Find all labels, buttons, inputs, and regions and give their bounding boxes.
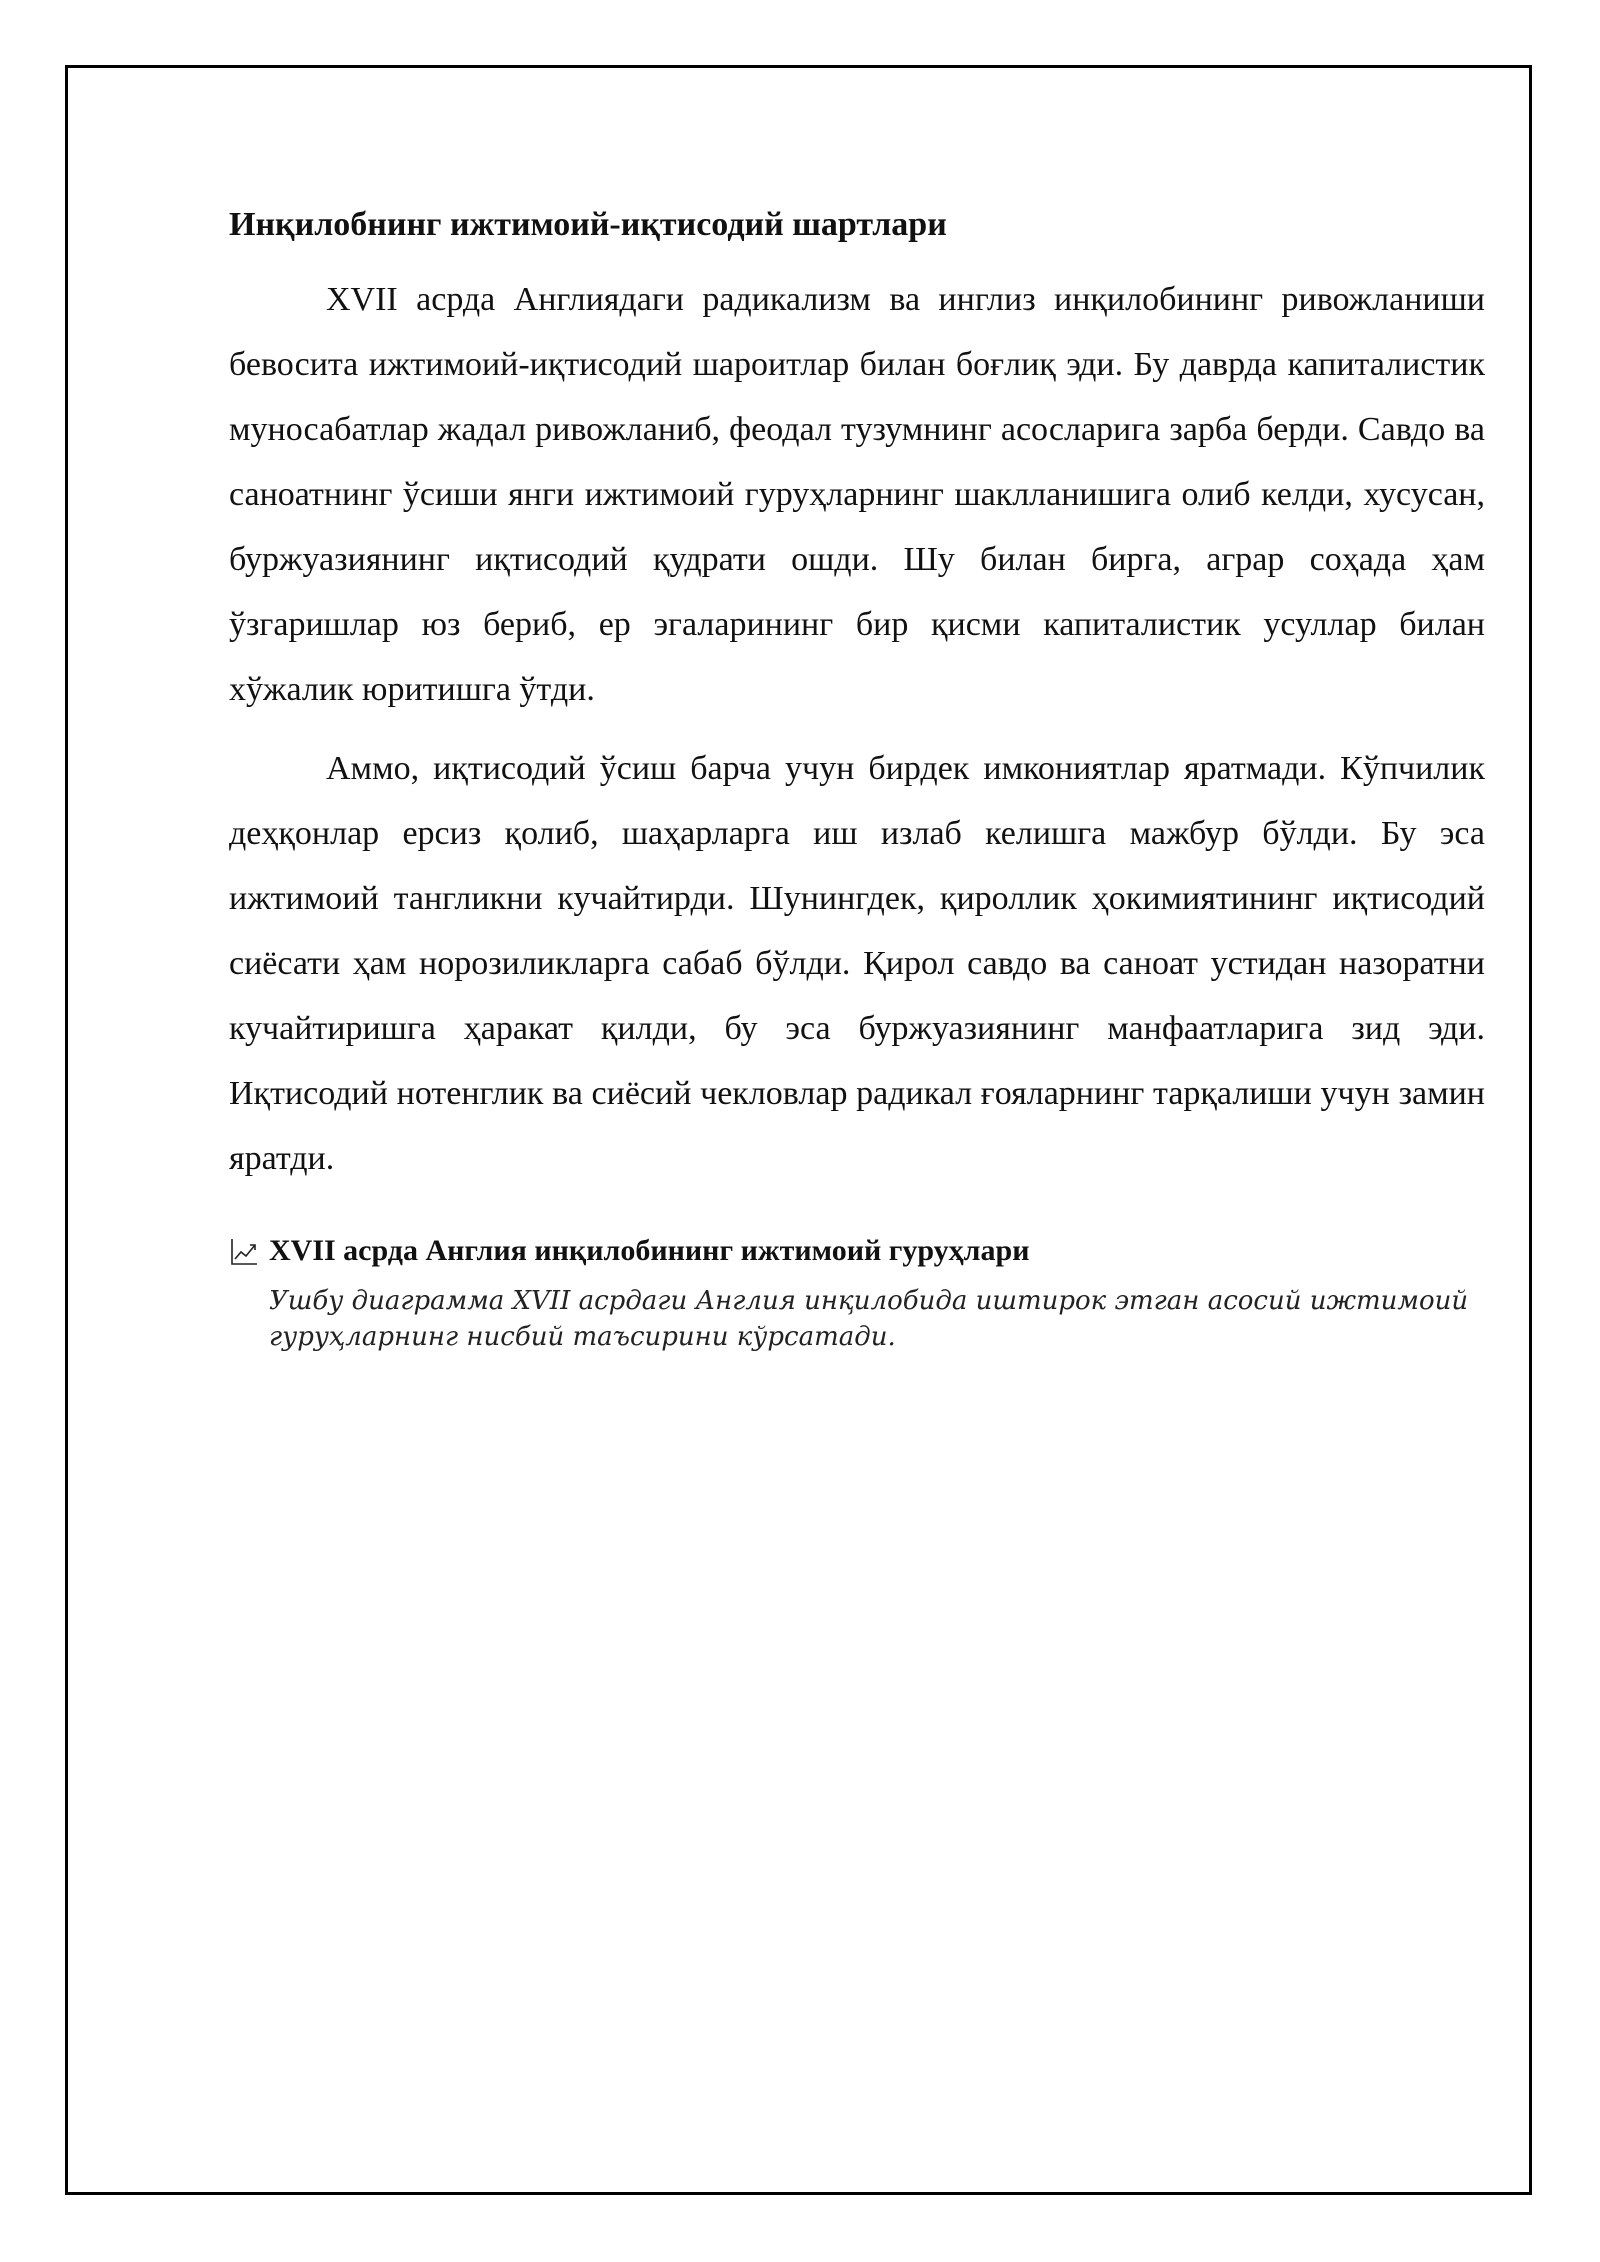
chart-caption: Ушбу диаграмма XVII асрдаги Англия инқилобида иштирок этган асосий ижтимоий гуруҳларнинг нисбий таъсирини кўрсатади. [269,1286,1469,1352]
paragraph-1: XVII асрда Англиядаги радикализм ва инглиз инқилобининг ривожланиши бевосита ижтимоий-иқтисодий шароитлар билан боғлиқ эди. Бу даврда капиталистик муносабатлар жадал ривожланиб, феодал тузумнинг асосларига зарба берди. Савдо ва саноатнинг ўсиши янги ижтимоий гуруҳларнинг шаклланишига олиб келди, хусусан, буржуазиянинг иқтисодий қудрати ошди. Шу билан бирга, аграр соҳада ҳам ўзгаришлар юз бериб, ер эгаларининг бир қисми капиталистик усуллар билан хўжалик юритишга ўтди. [229,281,1485,708]
chart-heading [229,1229,1485,1273]
chart-line-icon [229,1236,259,1266]
chart-reference [229,1229,1485,1355]
document-body [229,195,1485,1355]
paragraph-2: Аммо, иқтисодий ўсиш барча учун бирдек имкониятлар яратмади. Кўпчилик деҳқонлар ерсиз қолиб, шаҳарларга иш излаб келишга мажбур бўлди. Бу эса ижтимоий тангликни кучайтирди. Шунингдек, қироллик ҳокимиятининг иқтисодий сиёсати ҳам норозиликларга сабаб бўлди. Қирол савдо ва саноат устидан назоратни кучайтиришга ҳаракат қилди, бу эса буржуазиянинг манфаатларига зид эди. Иқтисодий нотенглик ва сиёсий чекловлар радикал ғояларнинг тарқалиши учун замин яратди. [229,750,1485,1177]
chart-title: XVII асрда Англия инқилобининг ижтимоий гуруҳлари [269,1234,1030,1267]
section-title: Инқилобнинг ижтимоий-иқтисодий шартлари [229,206,947,243]
